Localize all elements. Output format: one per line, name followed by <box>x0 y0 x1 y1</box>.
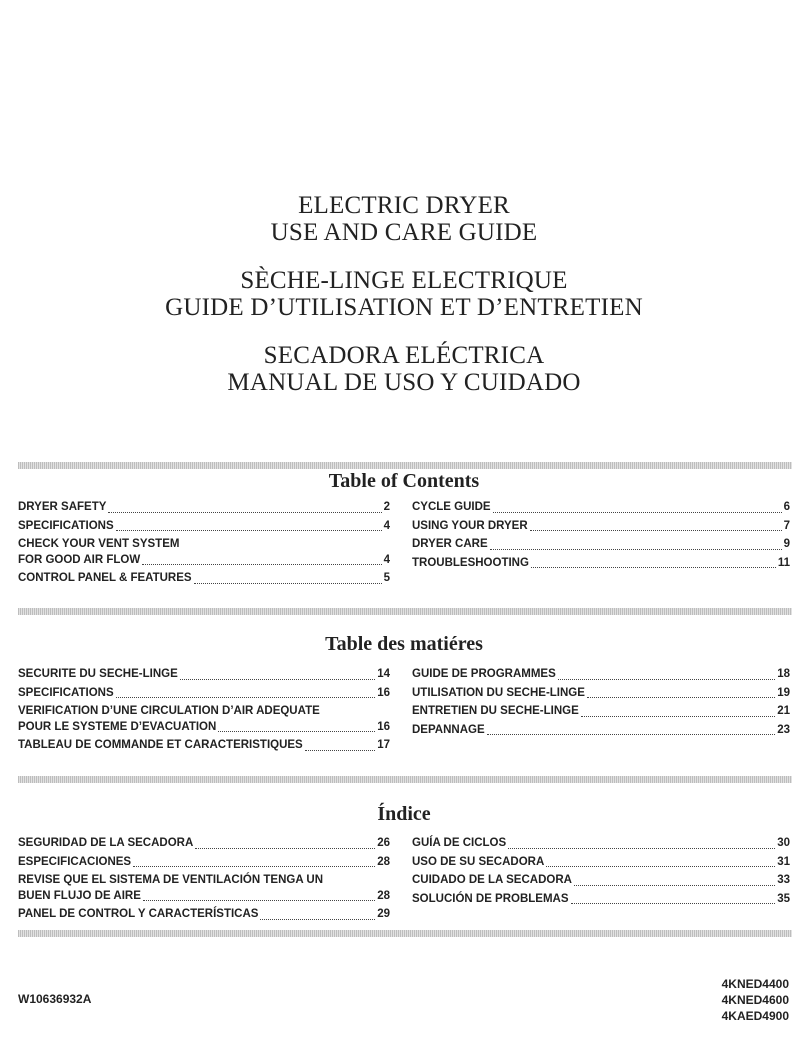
toc-page-number: 6 <box>783 501 790 513</box>
toc-entry <box>18 836 390 852</box>
section-divider <box>18 776 792 783</box>
toc-entry-title: USING YOUR DRYER <box>412 519 528 532</box>
title-spanish <box>0 342 808 396</box>
toc-entry <box>412 723 790 739</box>
dot-leader <box>218 730 375 732</box>
toc-entry-title: GUÍA DE CICLOS <box>412 837 507 849</box>
toc-entry-title: SEGURIDAD DE LA SECADORA <box>18 837 194 849</box>
model-numbers <box>722 976 789 1024</box>
title-line: GUIDE D’UTILISATION ET D’ENTRETIEN <box>165 294 643 321</box>
toc-entry <box>18 907 390 923</box>
toc-entry <box>18 738 390 754</box>
toc-en-left <box>18 500 390 590</box>
toc-entry-title: ENTRETIEN DU SECHE-LINGE <box>412 705 579 717</box>
toc-entry-title: CHECK YOUR VENT SYSTEM <box>18 538 180 550</box>
toc-entry-title: SOLUCIÓN DE PROBLEMAS <box>412 892 569 905</box>
toc-heading-spanish: Índice <box>377 803 431 825</box>
toc-entry <box>18 667 390 683</box>
dot-leader <box>581 715 775 717</box>
toc-page-number: 16 <box>377 720 390 733</box>
toc-entry-title: FOR GOOD AIR FLOW <box>18 553 141 566</box>
toc-page-number: 11 <box>777 556 790 569</box>
toc-entry-title: SECURITE DU SECHE-LINGE <box>18 668 178 680</box>
document-code: W10636932A <box>18 992 92 1006</box>
title-french <box>0 267 808 321</box>
toc-page-number: 31 <box>777 855 790 868</box>
toc-entry-title: TABLEAU DE COMMANDE ET CARACTERISTIQUES <box>18 739 303 751</box>
toc-entry-title: CUIDADO DE LA SECADORA <box>412 874 572 886</box>
toc-entry <box>412 556 790 572</box>
model-number: 4KAED4900 <box>721 1009 789 1023</box>
toc-entry-title: DEPANNAGE <box>412 723 485 736</box>
dot-leader <box>574 884 775 886</box>
toc-page-number: 5 <box>383 572 390 584</box>
toc-entry <box>18 519 390 535</box>
dot-leader <box>558 678 775 680</box>
toc-entry-title: POUR LE SYSTEME D’EVACUATION <box>18 720 217 733</box>
toc-page-number: 9 <box>783 538 790 550</box>
dot-leader <box>305 749 375 751</box>
toc-page-number: 4 <box>383 553 390 566</box>
title-english <box>0 192 808 246</box>
model-number: 4KNED4600 <box>721 993 789 1007</box>
toc-page-number: 26 <box>377 837 390 849</box>
toc-page-number: 18 <box>777 668 790 680</box>
toc-page-number: 17 <box>377 739 390 751</box>
toc-entry <box>412 686 790 702</box>
toc-page-number: 14 <box>377 668 390 680</box>
dot-leader <box>260 918 375 920</box>
toc-entry-title: TROUBLESHOOTING <box>412 556 529 569</box>
toc-page-number: 16 <box>377 686 390 699</box>
toc-page-number: 35 <box>777 892 790 905</box>
title-line: MANUAL DE USO Y CUIDADO <box>227 369 581 396</box>
dot-leader <box>194 582 382 584</box>
title-line: USE AND CARE GUIDE <box>270 219 538 246</box>
toc-entry <box>412 667 790 683</box>
toc-fr-right <box>412 667 790 741</box>
toc-entry <box>412 519 790 535</box>
toc-page-number: 29 <box>377 908 390 920</box>
dot-leader <box>508 847 775 849</box>
dot-leader <box>180 678 375 680</box>
dot-leader <box>546 865 775 867</box>
section-divider <box>18 930 792 937</box>
toc-page-number: 33 <box>777 874 790 886</box>
dot-leader <box>487 733 776 735</box>
toc-entry-title: GUIDE DE PROGRAMMES <box>412 668 556 680</box>
toc-entry-title: SPECIFICATIONS <box>18 686 114 699</box>
toc-entry-title: PANEL DE CONTROL Y CARACTERÍSTICAS <box>18 908 259 920</box>
dot-leader <box>587 696 775 698</box>
toc-entry <box>18 500 390 516</box>
toc-entry <box>18 873 390 904</box>
toc-page-number: 23 <box>777 723 790 736</box>
toc-entry-title: SPECIFICATIONS <box>18 519 114 532</box>
toc-entry-title: DRYER CARE <box>412 538 488 550</box>
model-number: 4KNED4400 <box>721 977 789 991</box>
toc-page-number: 28 <box>377 855 390 868</box>
title-block <box>0 192 808 417</box>
dot-leader <box>108 511 381 513</box>
toc-entry-title: DRYER SAFETY <box>18 501 107 513</box>
toc-entry <box>18 686 390 702</box>
toc-fr-left <box>18 667 390 757</box>
dot-leader <box>143 899 375 901</box>
toc-entry-title: CONTROL PANEL & FEATURES <box>18 572 192 584</box>
toc-entry-title: CYCLE GUIDE <box>412 501 491 513</box>
toc-page-number: 28 <box>377 889 390 902</box>
dot-leader <box>571 902 776 904</box>
toc-entry <box>18 855 390 871</box>
toc-entry-title: UTILISATION DU SECHE-LINGE <box>412 686 585 699</box>
toc-page-number: 21 <box>777 705 790 717</box>
title-line: SÈCHE-LINGE ELECTRIQUE <box>240 267 568 294</box>
dot-leader <box>133 865 375 867</box>
toc-page-number: 2 <box>383 501 390 513</box>
toc-page-number: 30 <box>777 837 790 849</box>
toc-entry <box>18 704 390 735</box>
toc-entry <box>412 704 790 720</box>
toc-entry <box>412 836 790 852</box>
title-line: SECADORA ELÉCTRICA <box>263 342 545 369</box>
toc-entry-title: ESPECIFICACIONES <box>18 855 132 868</box>
dot-leader <box>116 529 382 531</box>
toc-en-right <box>412 500 790 574</box>
toc-es-left <box>18 836 390 926</box>
section-divider <box>18 608 792 615</box>
toc-page-number: 19 <box>777 686 790 699</box>
toc-entry <box>412 873 790 889</box>
section-divider <box>18 462 792 469</box>
toc-entry <box>18 571 390 587</box>
toc-entry-title: BUEN FLUJO DE AIRE <box>18 889 141 902</box>
title-line: ELECTRIC DRYER <box>298 192 510 219</box>
toc-heading-french: Table des matiéres <box>325 633 483 655</box>
toc-entry <box>18 537 390 568</box>
toc-entry-title: VERIFICATION D’UNE CIRCULATION D’AIR ADEQUATE <box>18 705 320 717</box>
dot-leader <box>490 548 782 550</box>
toc-page-number: 4 <box>383 519 390 532</box>
toc-entry <box>412 500 790 516</box>
toc-page-number: 7 <box>783 519 790 532</box>
dot-leader <box>116 696 376 698</box>
toc-entry <box>412 855 790 871</box>
toc-es-right <box>412 836 790 910</box>
toc-entry-title: USO DE SU SECADORA <box>412 855 545 868</box>
dot-leader <box>195 847 375 849</box>
toc-entry <box>412 537 790 553</box>
dot-leader <box>142 563 381 565</box>
toc-entry <box>412 892 790 908</box>
dot-leader <box>493 511 782 513</box>
dot-leader <box>530 529 782 531</box>
dot-leader <box>531 566 776 568</box>
toc-entry-title: REVISE QUE EL SISTEMA DE VENTILACIÓN TENGA UN <box>18 874 323 886</box>
toc-heading-english: Table of Contents <box>328 470 480 492</box>
